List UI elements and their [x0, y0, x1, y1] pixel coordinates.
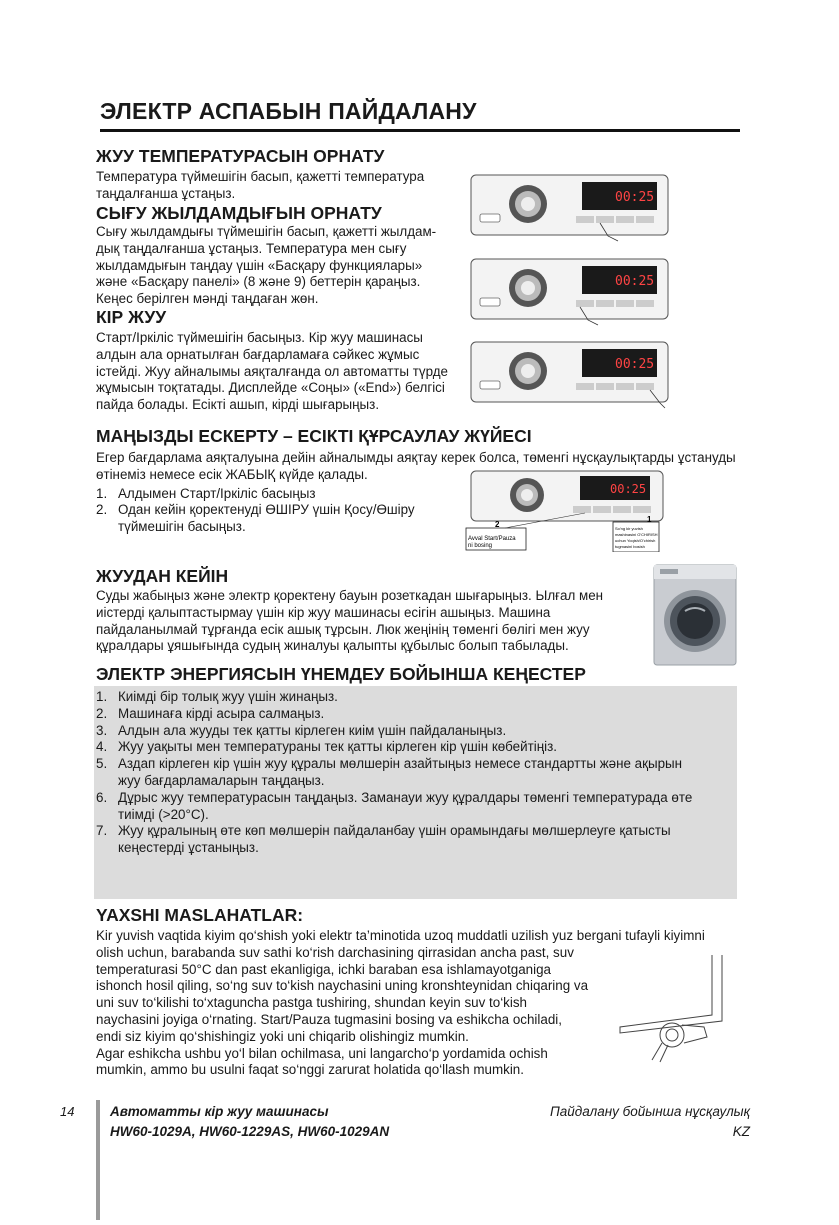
- list-item: [96, 739, 716, 756]
- callout-2-text: ni bosing: [468, 543, 493, 549]
- section-wash: [96, 307, 458, 414]
- text-line: жуу бағдарламаларын таңдаңыз.: [118, 772, 325, 788]
- text-line: Егер бағдарлама аяқталуына дейін айналымды аяқтау керек болса, төменгі нұсқаулықтарды ұстануды: [96, 450, 736, 465]
- footer-manual-title: Пайдалану бойынша нұсқаулық: [550, 1104, 750, 1119]
- list-item: [96, 723, 716, 740]
- display-time: 00:25: [610, 482, 647, 496]
- page-number: 14: [60, 1104, 75, 1119]
- text-line: Kir yuvish vaqtida kiyim qo‘shish yoki elektr ta’minotida uzoq muddatli uzilish yuz bergani tufayli kiyimni: [96, 928, 705, 943]
- list-number: 2.: [96, 502, 108, 518]
- list-number: 3.: [96, 722, 108, 738]
- list-item: [96, 823, 716, 857]
- section-spin: [96, 203, 458, 308]
- text-line: өтінеміз немесе есік ЖАБЫҚ күйде қалады.: [96, 466, 368, 482]
- door-lock-panel-illustration: [465, 470, 670, 552]
- text-line: жылдамдығын таңдау үшін «Басқару функциялары»: [96, 257, 423, 273]
- list-number: 1.: [96, 485, 108, 501]
- text-line: және «Басқару панелі» (8 және 9) беттерін қараңыз.: [96, 274, 421, 290]
- text-line: Машинаға кірді асыра салмаңыз.: [118, 705, 325, 721]
- text-line: таңдалғанша ұстаңыз.: [96, 185, 236, 201]
- section-heading: YAXSHI MASLAHATLAR:: [96, 905, 304, 925]
- washing-machine-image: [650, 563, 740, 667]
- text-line: құралдары ұяшығында судың жиналуы қалыпты құбылыс болып табылады.: [96, 638, 569, 654]
- footer-language: KZ: [732, 1124, 750, 1139]
- text-line: mumkin, ammo bu usulni faqat so‘nggi zarurat holatida qo‘llash mumkin.: [96, 1062, 524, 1078]
- list-number: 1.: [96, 689, 108, 704]
- list-item: [96, 756, 716, 790]
- footer-bar: [96, 1100, 100, 1220]
- list-number: 6.: [96, 789, 108, 805]
- text-line: Жуу уақыты мен температураны тек қатты кірлеген кір үшін көбейтіңіз.: [118, 739, 557, 755]
- text-line: Дұрыс жуу температурасын таңдаңыз. Заманауи жуу құралдары төменгі температурада өте: [118, 789, 693, 805]
- text-line: кеңестерді ұстаныңыз.: [118, 840, 259, 856]
- control-panel-illustration: [470, 174, 670, 242]
- text-line: алдын ала орнатылған бағдарламаға сәйкес жұмыс: [96, 346, 420, 362]
- text-line: Алдымен Старт/Іркіліс басыңыз: [118, 485, 316, 501]
- energy-tips-list: [96, 689, 716, 857]
- list-item: [96, 689, 716, 706]
- list-number: 5.: [96, 756, 108, 772]
- text-line: жұмысын тоқтатады. Дисплейде «Соңы» («End») белгісі: [96, 380, 445, 396]
- text-line: Алдын ала жууды тек қатты кірлеген киім үшін пайдаланыңыз.: [118, 722, 507, 738]
- control-panel-illustration: [470, 341, 670, 409]
- list-item: [96, 502, 456, 536]
- list-item: [96, 706, 716, 723]
- text-line: Температура түймешігін басып, қажетті температура: [96, 169, 425, 184]
- callout-2-text: Avval Start/Pauza: [468, 536, 516, 542]
- text-line: ishonch hosil qiling, so‘ng suv to‘kish naychasini uning kronshteynidan chiqaring va: [96, 978, 589, 994]
- callout-1-text: uchun Yoqish/O'chirish: [615, 538, 656, 543]
- footer-product: Автоматты кір жуу машинасы: [110, 1104, 329, 1119]
- text-line: Киімді бір толық жуу үшін жинаңыз.: [118, 689, 338, 704]
- callout-2-number: 2: [495, 520, 500, 529]
- callout-1-text: tugmasini bosish: [615, 544, 645, 549]
- section-after-wash: [96, 566, 616, 655]
- steps-list: [96, 486, 456, 536]
- display-time: 00:25: [615, 274, 655, 289]
- text-line: пайда болады. Есікті ашып, кірді шығарыңыз.: [96, 397, 380, 413]
- text-line: түймешігін басыңыз.: [118, 519, 246, 535]
- text-line: Старт/Іркіліс түймешігін басыңыз. Кір жуу машинасы: [96, 330, 423, 345]
- section-heading: МАҢЫЗДЫ ЕСКЕРТУ – ЕСІКТІ ҚҰРСАУЛАУ ЖҮЙЕСІ: [96, 426, 532, 446]
- text-line: uni suv to‘kilishi to‘xtaguncha pastga tushiring, shundan keyin suv to‘kish: [96, 995, 527, 1011]
- list-item: [96, 486, 456, 503]
- text-line: істейді. Жуу айналымы аяқталғанда ол автоматты түрде: [96, 363, 448, 379]
- text-line: naychasini joyiga o‘rnating. Start/Pauza tugmasini bosing va eshikcha ochiladi,: [96, 1011, 562, 1027]
- section-heading: КІР ЖУУ: [96, 307, 167, 327]
- section-heading: ЭЛЕКТР ЭНЕРГИЯСЫН ҮНЕМДЕУ БОЙЫНША КЕҢЕСТЕР: [96, 664, 586, 684]
- display-time: 00:25: [615, 190, 655, 205]
- section-heading: ЖУУДАН КЕЙІН: [96, 566, 229, 586]
- callout-1-number: 1: [647, 515, 652, 524]
- text-line: temperaturasi 50°C dan past ekanligiga, ichki baraban esa ishlamayotganiga: [96, 961, 551, 977]
- text-line: Кеңес берілген мәнді таңдаған жөн.: [96, 291, 319, 307]
- section-heading: СЫҒУ ЖЫЛДАМДЫҒЫН ОРНАТУ: [96, 203, 382, 223]
- section-temperature: [96, 146, 466, 203]
- text-line: Жуу құралының өте көп мөлшерін пайдаланбау үшін орамындағы мөлшерлеуге қатысты: [118, 823, 671, 839]
- text-line: тиімді (>20°C).: [118, 806, 209, 822]
- text-line: Суды жабыңыз және электр қоректену бауын розеткадан шығарыңыз. Ылғал мен: [96, 588, 604, 603]
- section-energy-heading: [96, 664, 736, 685]
- section-heading: ЖУУ ТЕМПЕРАТУРАСЫН ОРНАТУ: [96, 146, 385, 166]
- control-panel-illustration: [470, 258, 670, 326]
- text-line: endi siz kiyim qo‘shishingiz yoki uni chiqarib olishingiz mumkin.: [96, 1028, 469, 1044]
- callout-1-text: So'ng kir yuvish: [615, 526, 643, 531]
- text-line: Аздап кірлеген кір үшін жуу құралы мөлшерін азайтыңыз немесе стандартты және ақырын: [118, 756, 683, 772]
- text-line: olish uchun, barabanda suv sathi ko‘rish darchasining qirrasidan ancha past, suv: [96, 944, 574, 960]
- footer-models: HW60-1029A, HW60-1229AS, HW60-1029AN: [110, 1124, 390, 1139]
- text-line: Agar eshikcha ushbu yo‘l bilan ochilmasa, uni langarcho‘p yordamida ochish: [96, 1045, 548, 1061]
- callout-1-text: mashinasini O'CHIRISH: [615, 532, 658, 537]
- drain-filter-illustration: [612, 955, 732, 1065]
- list-item: [96, 790, 716, 824]
- list-number: 7.: [96, 823, 108, 839]
- text-line: Одан кейін қоректенуді ӨШІРУ үшін Қосу/Өшіру: [118, 502, 415, 518]
- display-time: 00:25: [615, 357, 655, 372]
- text-line: иістерді қалыптастырмау үшін кір жуу машинасы есігін ашыңыз. Машина: [96, 604, 551, 620]
- text-line: дық таңдалғанша ұстаңыз. Температура мен сығу: [96, 240, 407, 256]
- text-line: пайдаланылмай тұрғанда есік ашық тұрсын. Люк жеңінің төменгі бөлігі мен жуу: [96, 621, 590, 637]
- list-number: 2.: [96, 705, 108, 721]
- text-line: Сығу жылдамдығы түймешігін басып, қажетті жылдам-: [96, 224, 437, 239]
- list-number: 4.: [96, 739, 108, 755]
- page-title: ЭЛЕКТР АСПАБЫН ПАЙДАЛАНУ: [100, 98, 740, 132]
